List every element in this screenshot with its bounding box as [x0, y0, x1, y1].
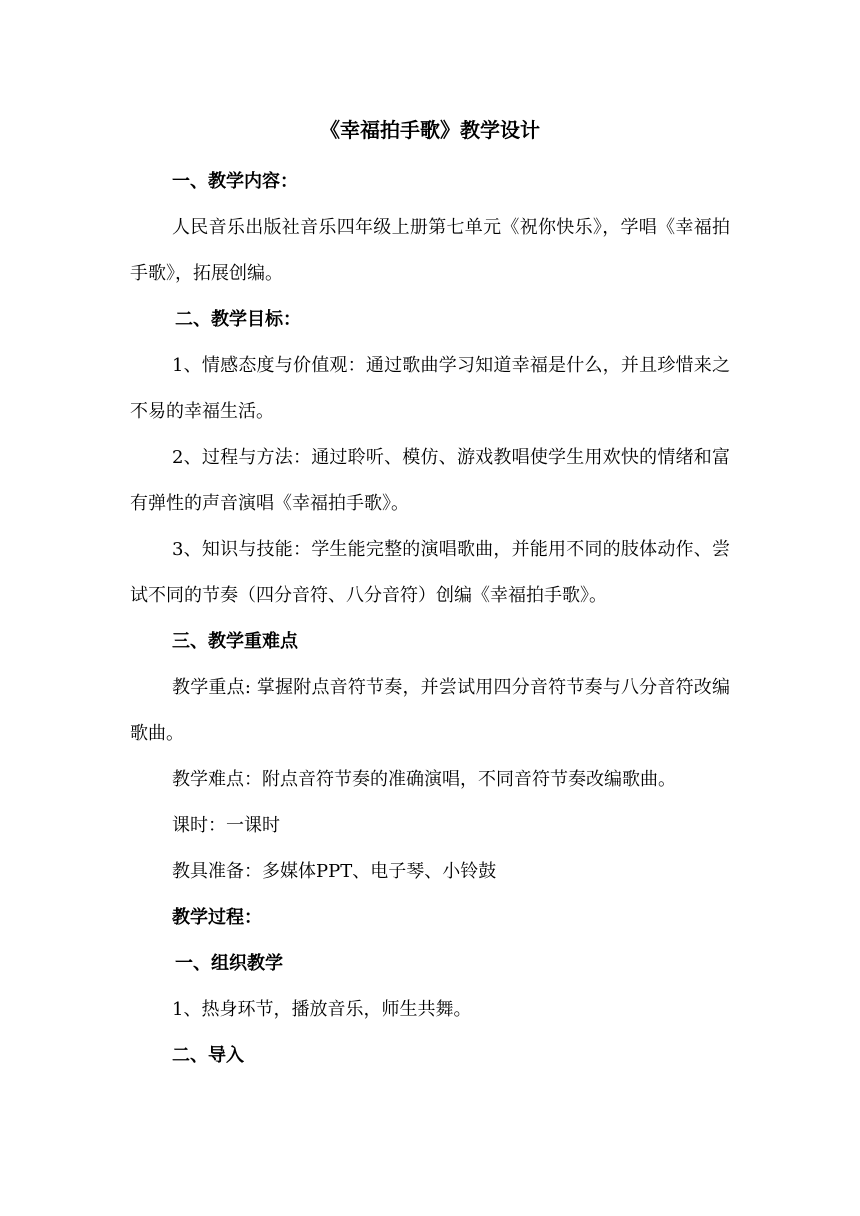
section-heading-content: 一、教学内容：	[172, 171, 298, 192]
paragraph-difficulty: 教学难点：附点音符节奏的准确演唱，不同音符节奏改编歌曲。	[172, 769, 676, 790]
paragraph-objective-2: 2、过程与方法：通过聆听、模仿、游戏教唱使学生用欢快的情绪和富有弹性的声音演唱《幸福拍手歌》。	[130, 447, 730, 514]
document-title: 《幸福拍手歌》教学设计	[320, 118, 540, 142]
paragraph-content: 人民音乐出版社音乐四年级上册第七单元《祝你快乐》，学唱《幸福拍手歌》，拓展创编。	[130, 217, 730, 284]
section-heading-objectives: 二、教学目标：	[175, 309, 301, 330]
section-heading-key-points: 三、教学重难点	[172, 631, 298, 652]
paragraph-objective-1: 1、情感态度与价值观：通过歌曲学习知道幸福是什么，并且珍惜来之不易的幸福生活。	[130, 355, 730, 422]
paragraph-warmup: 1、热身环节，播放音乐，师生共舞。	[172, 999, 472, 1020]
paragraph-key-point: 教学重点: 掌握附点音符节奏，并尝试用四分音符节奏与八分音符改编歌曲。	[130, 677, 730, 744]
section-heading-organize: 一、组织教学	[175, 953, 283, 974]
paragraph-objective-3: 3、知识与技能：学生能完整的演唱歌曲，并能用不同的肢体动作、尝试不同的节奏（四分音符、八分音符）创编《幸福拍手歌》。	[130, 539, 730, 606]
paragraph-class-hours: 课时：一课时	[172, 815, 280, 836]
section-heading-process: 教学过程：	[172, 907, 262, 928]
document-body	[130, 112, 730, 1079]
paragraph-teaching-aids: 教具准备：多媒体PPT、电子琴、小铃鼓	[172, 861, 497, 882]
section-heading-introduction: 二、导入	[172, 1045, 244, 1066]
